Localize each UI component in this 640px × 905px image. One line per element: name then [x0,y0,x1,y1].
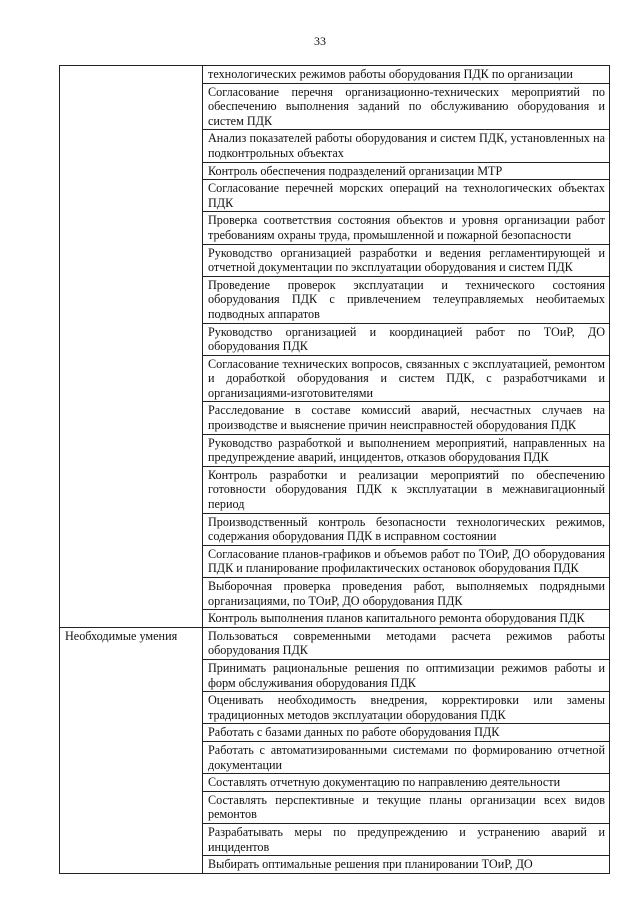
table-cell-text: Работать с автоматизированными системами по формированию отчетной документации [203,741,610,773]
table-cell-text: Составлять отчетную документацию по направлению деятельности [203,774,610,792]
table-cell-text: Согласование технических вопросов, связанных с эксплуатацией, ремонтом и доработкой оборудования и систем ПДК, с разработчиками и организациями-изготовителями [203,355,610,402]
table-cell-text: Выбирать оптимальные решения при планировании ТОиР, ДО [203,856,610,874]
table-cell-text: Работать с базами данных по работе оборудования ПДК [203,724,610,742]
table-cell-text: Проведение проверок эксплуатации и технического состояния оборудования ПДК с привлечением телеуправляемых необитаемых подводных аппаратов [203,276,610,323]
table-cell-text: Расследование в составе комиссий аварий, несчастных случаев на производстве и выяснение причин неисправностей оборудования ПДК [203,402,610,434]
table-cell-text: Выборочная проверка проведения работ, выполняемых подрядными организациями, по ТОиР, ДО оборудования ПДК [203,578,610,610]
section-label [60,66,203,628]
table-cell-text: Контроль обеспечения подразделений организации МТР [203,162,610,180]
table-cell-text: Согласование перечня организационно-технических мероприятий по обеспечению выполнения заданий по обслуживанию оборудования и систем ПДК [203,83,610,130]
section-label: Необходимые умения [60,627,203,873]
page-number: 33 [314,34,326,48]
table-cell-text: Руководство организацией разработки и ведения регламентирующей и отчетной документации по эксплуатации оборудования и систем ПДК [203,244,610,276]
functions-table [59,65,610,874]
table-cell-text: Проверка соответствия состояния объектов и уровня организации работ требованиям охраны труда, промышленной и пожарной безопасности [203,212,610,244]
table-cell-text: Руководство разработкой и выполнением мероприятий, направленных на предупреждение аварий, инцидентов, отказов оборудования ПДК [203,434,610,466]
table-row [60,66,610,84]
table-row [60,627,610,659]
table-cell-text: технологических режимов работы оборудования ПДК по организации [203,66,610,84]
table-cell-text: Анализ показателей работы оборудования и систем ПДК, установленных на подконтрольных объектах [203,130,610,162]
table-cell-text: Принимать рациональные решения по оптимизации режимов работы и форм обслуживания оборудования ПДК [203,659,610,691]
table-cell-text: Разрабатывать меры по предупреждению и устранению аварий и инцидентов [203,823,610,855]
table-cell-text: Пользоваться современными методами расчета режимов работы оборудования ПДК [203,627,610,659]
table-cell-text: Оценивать необходимость внедрения, корректировки или замены традиционных методов эксплуатации оборудования ПДК [203,692,610,724]
table-cell-text: Контроль разработки и реализации мероприятий по обеспечению готовности оборудования ПДК к эксплуатации в межнавигационный период [203,466,610,513]
table-cell-text: Контроль выполнения планов капитального ремонта оборудования ПДК [203,610,610,628]
table-cell-text: Руководство организацией и координацией работ по ТОиР, ДО оборудования ПДК [203,323,610,355]
table-cell-text: Согласование планов-графиков и объемов работ по ТОиР, ДО оборудования ПДК и планирование профилактических остановок оборудования ПДК [203,545,610,577]
table-cell-text: Согласование перечней морских операций на технологических объектах ПДК [203,180,610,212]
table-cell-text: Производственный контроль безопасности технологических режимов, содержания оборудования ПДК в исправном состоянии [203,513,610,545]
table-cell-text: Составлять перспективные и текущие планы организации всех видов ремонтов [203,791,610,823]
